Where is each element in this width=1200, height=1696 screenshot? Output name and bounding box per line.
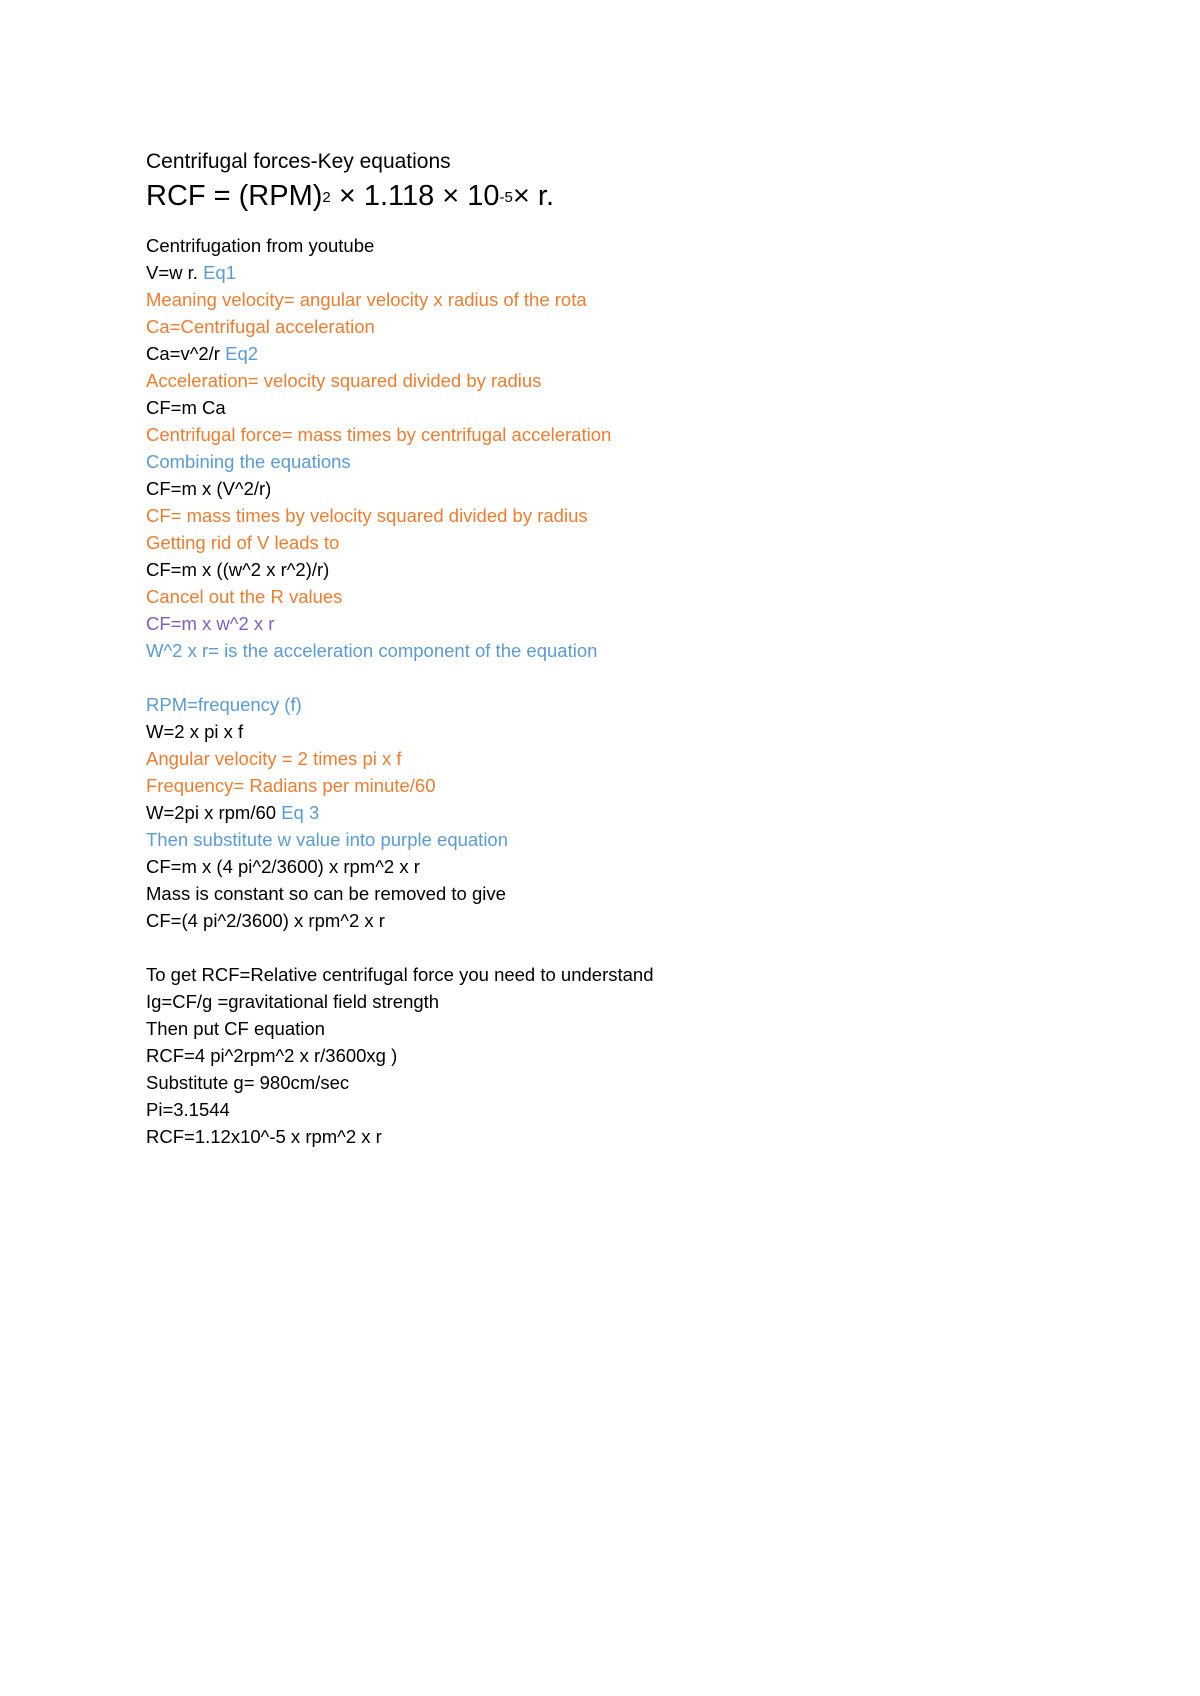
document-heading: Centrifugal forces-Key equations	[146, 150, 451, 173]
equation-tag: Eq 3	[281, 802, 320, 823]
note-line: Combining the equations	[146, 451, 351, 472]
note-line: Pi=3.1544	[146, 1099, 230, 1120]
note-line: Substitute g= 980cm/sec	[146, 1072, 350, 1093]
note-line: Ca=Centrifugal acceleration	[146, 316, 375, 337]
note-line: V=w r. Eq1	[146, 262, 236, 283]
blank-line	[146, 664, 1146, 691]
key-equation	[146, 176, 1146, 216]
key-equation-exponent: 2	[322, 189, 331, 206]
document-body	[146, 148, 1146, 1150]
note-line: Then put CF equation	[146, 1018, 325, 1039]
note-line: CF=m x (V^2/r)	[146, 478, 272, 499]
key-equation-power: -5	[499, 189, 513, 206]
note-line: CF=(4 pi^2/3600) x rpm^2 x r	[146, 910, 385, 931]
note-line: Centrifugation from youtube	[146, 235, 375, 256]
key-equation-mid: × 1.118 × 10	[330, 180, 500, 212]
note-line: Mass is constant so can be removed to give	[146, 883, 506, 904]
note-line: CF= mass times by velocity squared divided by radius	[146, 505, 588, 526]
note-line: Angular velocity = 2 times pi x f	[146, 748, 402, 769]
note-line: CF=m x ((w^2 x r^2)/r)	[146, 559, 330, 580]
equation-tag: Eq1	[203, 262, 236, 283]
note-line: Ig=CF/g =gravitational field strength	[146, 991, 440, 1012]
note-line: To get RCF=Relative centrifugal force you need to understand	[146, 964, 654, 985]
note-line: Frequency= Radians per minute/60	[146, 775, 436, 796]
note-line: Then substitute w value into purple equation	[146, 829, 509, 850]
note-line: W=2 x pi x f	[146, 721, 244, 742]
note-line: Getting rid of V leads to	[146, 532, 340, 553]
note-line: Meaning velocity= angular velocity x radius of the rota	[146, 289, 587, 310]
note-line: Centrifugal force= mass times by centrifugal acceleration	[146, 424, 612, 445]
note-line: CF=m Ca	[146, 397, 226, 418]
note-line: W=2pi x rpm/60 Eq 3	[146, 802, 320, 823]
note-line: RCF=1.12x10^-5 x rpm^2 x r	[146, 1126, 382, 1147]
note-line: CF=m x w^2 x r	[146, 613, 275, 634]
note-line: CF=m x (4 pi^2/3600) x rpm^2 x r	[146, 856, 420, 877]
key-equation-lhs: RCF = (RPM)	[146, 180, 323, 212]
note-line: Acceleration= velocity squared divided by radius	[146, 370, 542, 391]
blank-line	[146, 934, 1146, 961]
key-equation-end: × r.	[512, 180, 554, 212]
note-line: RPM=frequency (f)	[146, 694, 302, 715]
note-line: W^2 x r= is the acceleration component of the equation	[146, 640, 598, 661]
note-line: Cancel out the R values	[146, 586, 343, 607]
note-line: RCF=4 pi^2rpm^2 x r/3600xg )	[146, 1045, 398, 1066]
equation-tag: Eq2	[225, 343, 259, 364]
note-line: Ca=v^2/r Eq2	[146, 343, 259, 364]
